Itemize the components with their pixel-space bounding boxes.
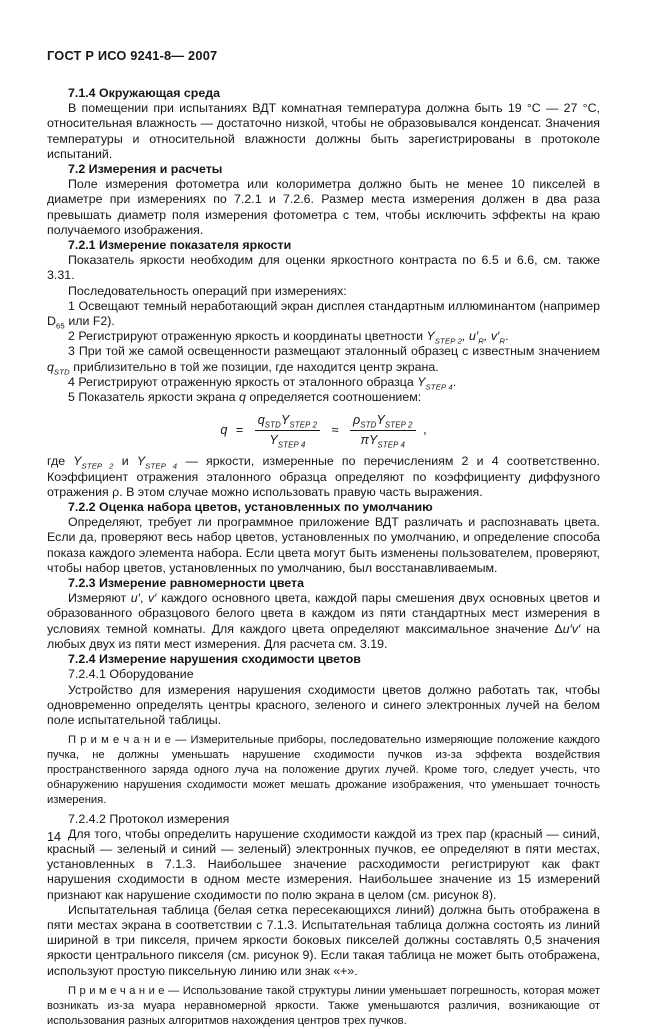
page-number: 14: [47, 830, 62, 844]
heading-7-2-4: 7.2.4 Измерение нарушения сходимости цветов: [68, 652, 361, 667]
paragraph-color-uniformity: Измеряют u′, v′ каждого основного цвета, каждой пары смешения двух основных цветов и образованного образцового белого цвета в каждом из пяти стандартных мест измерения в условиях темной комнаты. Для каждого цвета определяют максимальное значение Δu′v′ на любых двух из пяти мест измерения. Для расчета см. 3.19.: [47, 591, 601, 651]
formula-luminance-factor: [47, 413, 600, 450]
document-body: [47, 86, 600, 1029]
formula-numerator-2: $\rho_{STD}Y_{STEP 2}$: [350, 414, 416, 431]
note-1: П р и м е ч а н и е — Измерительные приборы, последовательно измеряющие положение каждого пучка, не должны уменьшать нарушение сходимости пучков из-за эффекта воздействия пространственного заряда одного луча на положение других лучей. Кроме того, следует учесть, что обнаружению нарушения сходимости может мешать дрожание изображения, что уменьшает точность измерения.: [47, 734, 600, 806]
paragraph-test-chart: Испытательная таблица (белая сетка пересекающихся линий) должна быть отображена в пяти местах экрана в соответствии с 7.1.3. Испытательная таблица должна состоять из линий шириной в три пикселя, причем яркости боковых пикселей должны составлять 0,5 значения яркости центрального пикселя (см. рисунок 9). Если такая таблица не может быть отображена, используют простую пиксельную линию или знак «+».: [47, 902, 600, 978]
paragraph-default-colors: Определяют, требует ли программное приложение ВДТ различать и распознавать цвета. Если да, проверяют весь набор цветов, установленных по умолчанию, и определение способа показа каждого элемента набора. Если цвета могут быть изменены пользователем, проверяют, чтобы набор цветов, установленных по умолчанию, был восстанавливаемым.: [47, 515, 600, 575]
list-item-5: 5 Показатель яркости экрана q определяется соотношением:: [68, 390, 422, 405]
heading-7-2-4-2: 7.2.4.2 Протокол измерения: [68, 811, 230, 826]
paragraph-equipment: Устройство для измерения нарушения сходимости цветов должно работать так, чтобы одновременно определять центры красного, зеленого и синего электронных лучей на белом поле испытательной таблицы.: [47, 682, 600, 727]
paragraph-environment: В помещении при испытаниях ВДТ комнатная температура должна быть 19 °С — 27 °С, относительная влажность — достаточно низкой, чтобы не образовывался конденсат. Значения температуры и относительной влажности должны быть зарегистрированы в протоколе испытаний.: [47, 101, 600, 161]
list-item-2: 2 Регистрируют отраженную яркость и координаты цветности $Y_{STEP 2}$, $u'_R$, $v'_R$.: [68, 329, 509, 346]
formula-lhs: q: [220, 422, 228, 437]
paragraph-protocol: Для того, чтобы определить нарушение сходимости каждой из трех пар (красный — синий, красный — зеленый и синий — зеленый) электронных пучков, ее определяют в пяти местах, установленных в 7.1.3. Наибольшее значение расходимости регистрируют как факт нарушения сходимости в одном месте измерения. Наибольшее значение из 15 измерений признают как нарушение сходимости по полю экрана в целом (см. рисунок 8).: [47, 826, 600, 902]
heading-7-2-1: 7.2.1 Измерение показателя яркости: [68, 238, 292, 253]
formula-denominator-2: $\pi Y_{STEP 4}$: [360, 432, 406, 450]
formula-comma: ,: [423, 422, 427, 437]
list-item-1: 1 Освещают темный неработающий экран дисплея стандартным иллюминантом (например $D_{65}$ или F2).: [47, 298, 600, 331]
standard-designation: ГОСТ Р ИСО 9241-8— 2007: [47, 48, 218, 63]
formula-numerator-1: $q_{STD}Y_{STEP 2}$: [255, 414, 320, 431]
paragraph-sequence-intro: Последовательность операций при измерениях:: [68, 283, 347, 298]
list-item-4: 4 Регистрируют отраженную яркость от эталонного образца $Y_{STEP 4}$.: [68, 374, 457, 392]
heading-7-2-3: 7.2.3 Измерение равномерности цвета: [68, 576, 304, 591]
list-item-3: 3 При той же самой освещенности размещают эталонный образец с известным значением $q_{STD}$ приблизительно в той же позиции, где находится центр экрана.: [47, 344, 600, 377]
note-2: П р и м е ч а н и е — Использование такой структуры линии уменьшает погрешность, которая может возникать из-за муара неравномерной яркости. Также уменьшаются различия, возникающие от использования разных алгоритмов нахождения центров трех пучков.: [47, 984, 600, 1027]
formula-denominator-1: $Y_{STEP 4}$: [269, 432, 306, 450]
page-header: [47, 48, 600, 63]
heading-7-1-4: 7.1.4 Окружающая среда: [68, 86, 220, 100]
paragraph-formula-legend: где $Y_{STEP 2}$ и $Y_{STEP 4}$ — яркости, измеренные по перечислениям 2 и 4 соответственно. Коэффициент отражения эталонного образца определяют по коэффициенту диффузного отражения ρ. В этом случае можно использовать правую часть выражения.: [47, 454, 600, 499]
heading-7-2-2: 7.2.2 Оценка набора цветов, установленных по умолчанию: [68, 500, 433, 515]
equals-sign: =: [235, 422, 244, 437]
formula-fraction-1: [255, 413, 320, 450]
heading-7-2-4-1: 7.2.4.1 Оборудование: [68, 667, 194, 682]
paragraph-gloss-purpose: Показатель яркости необходим для оценки яркостного контраста по 6.5 и 6.6, см. также 3.31.: [47, 253, 600, 283]
paragraph-measurement-field: Поле измерения фотометра или колориметра должно быть не менее 10 пикселей в диаметре при измерениях по 7.2.1 и 7.2.6. Размер места измерения должен в два раза превышать диаметр поля измерения фотометра с тем, чтобы исключить эффекты на краю получаемого изображения.: [47, 177, 600, 237]
approx-sign: ≈: [331, 422, 339, 437]
heading-7-2: 7.2 Измерения и расчеты: [68, 162, 223, 177]
formula-fraction-2: [350, 413, 416, 450]
